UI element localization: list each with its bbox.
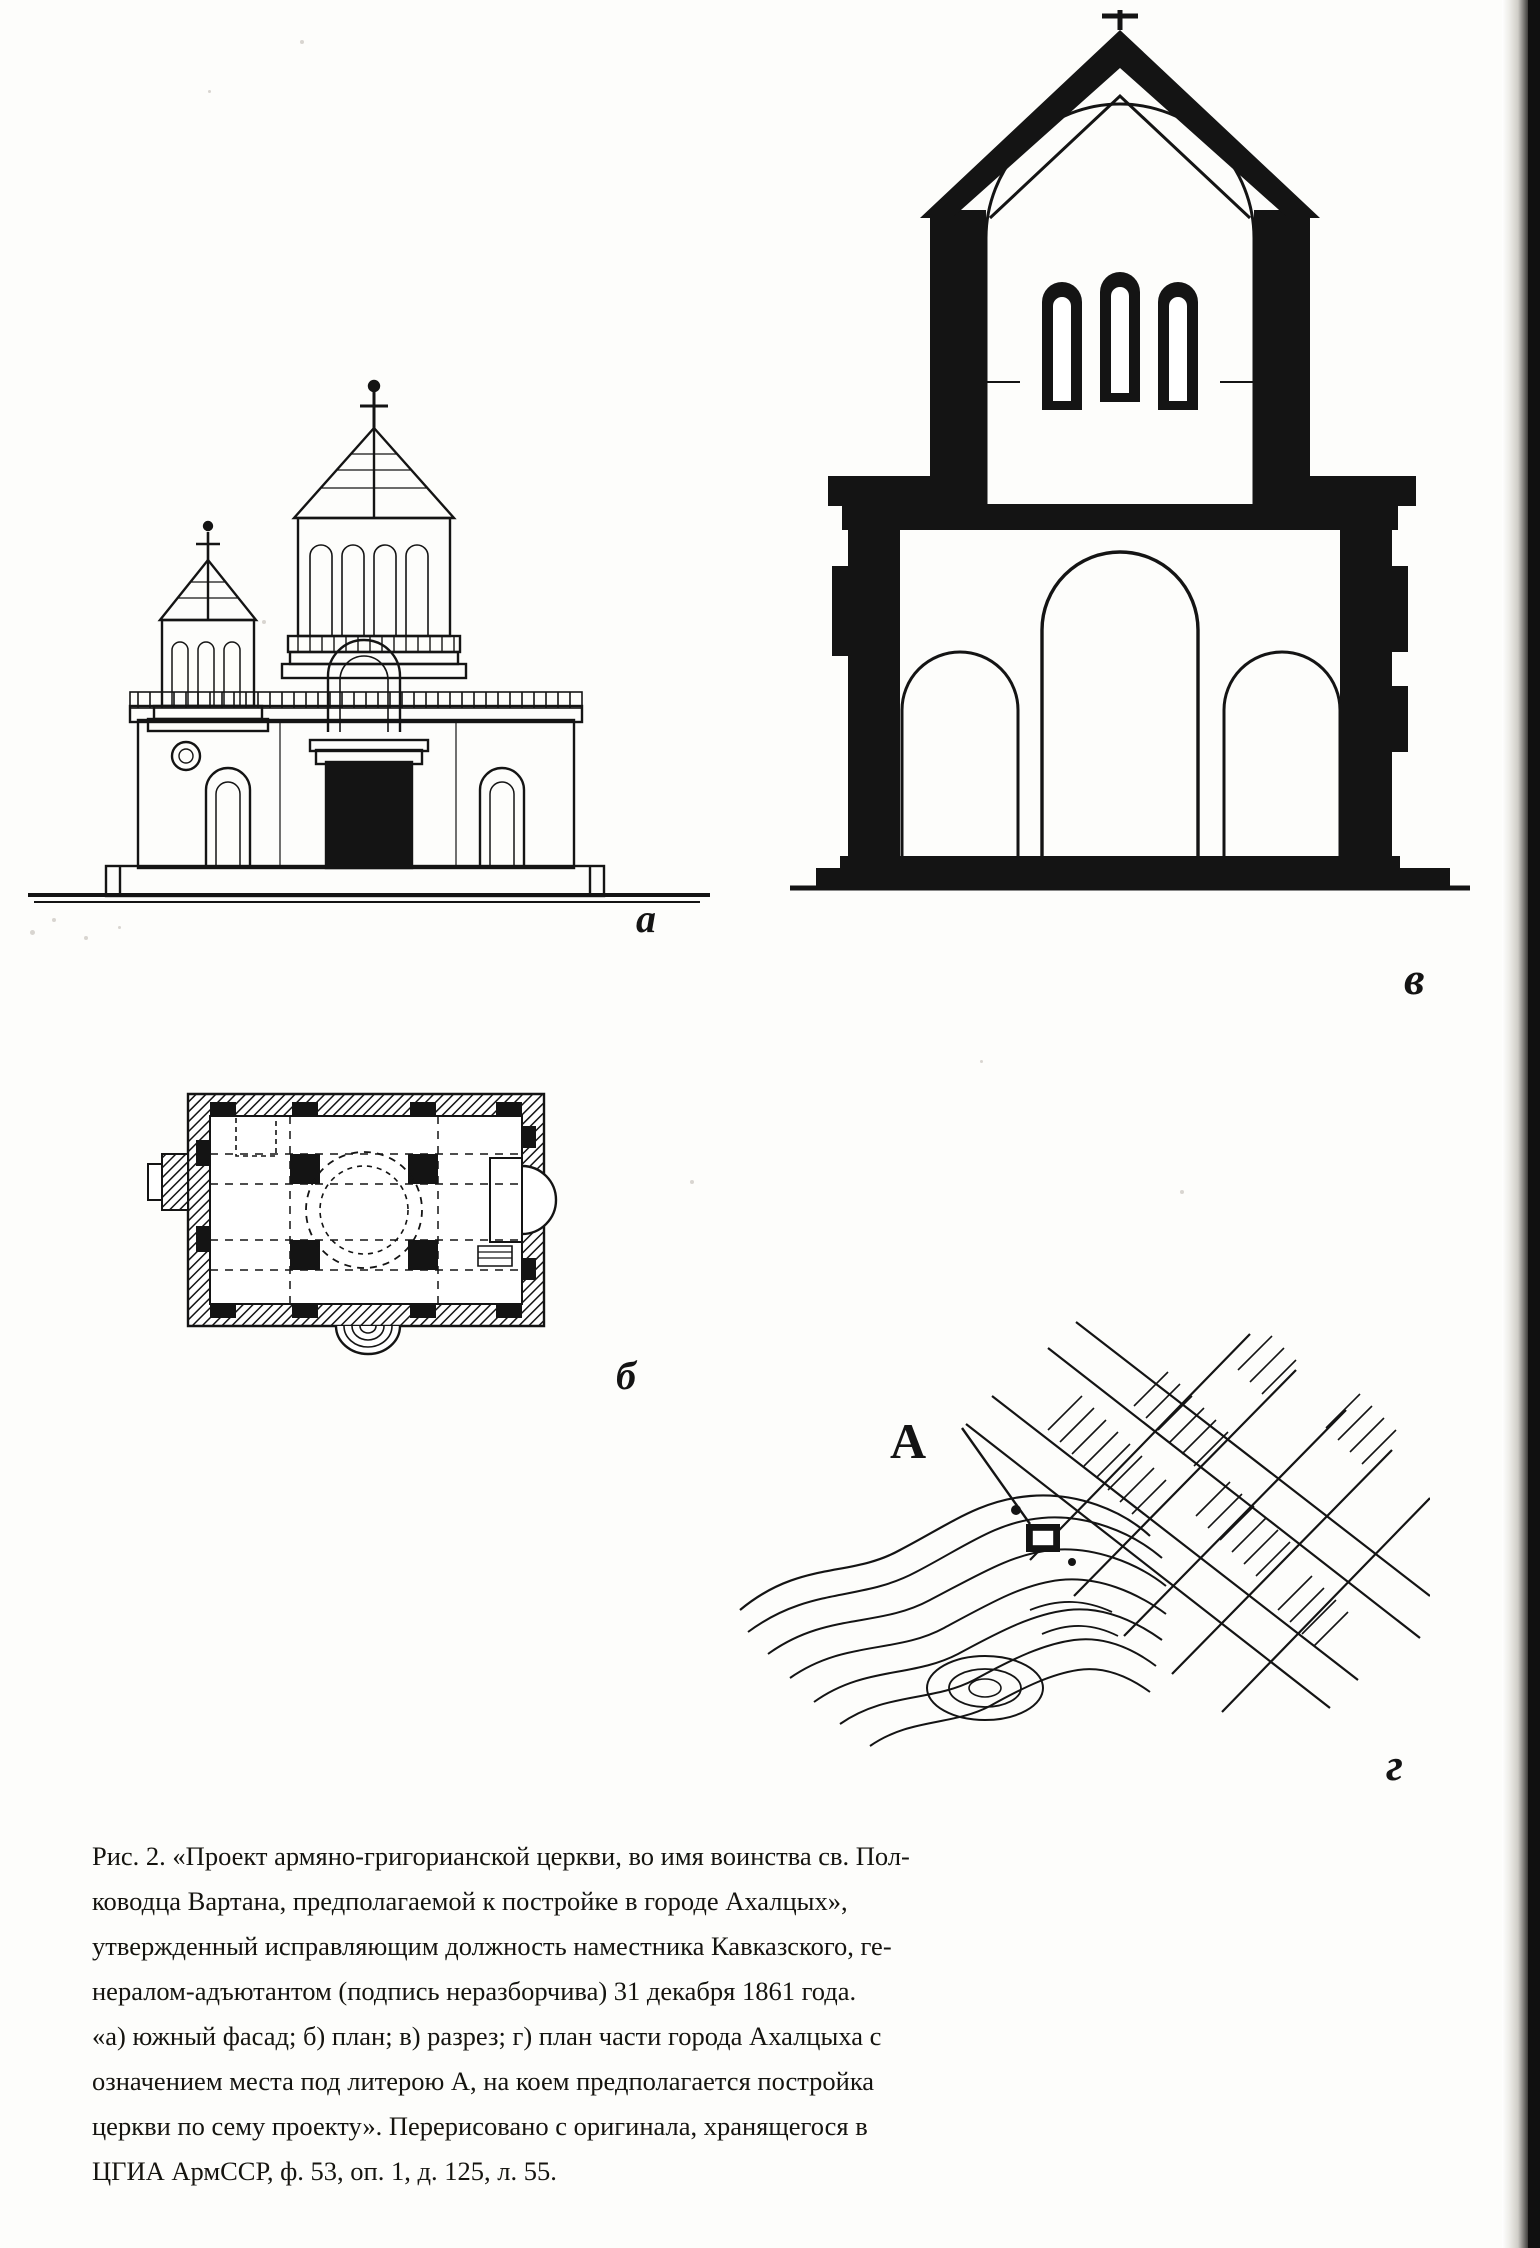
figure-plan [140,1080,660,1410]
caption-line-2: ководца Вартана, предполагаемой к постройке в городе Ахалцых», [92,1886,848,1916]
panel-letter-site-plan: г [1386,1739,1403,1790]
scan-speck [300,40,304,44]
caption-line-6: означением места под литерою А, на коем предполагается постройка [92,2066,875,2096]
caption-line-4: нералом-адъютантом (подпись неразборчива) 31 декабря 1861 года. [92,1976,857,2006]
scan-edge-shadow [1502,0,1540,2248]
caption-line-1: Рис. 2. «Проект армяно-григорианской церкви, во имя воинства св. Пол- [92,1841,910,1871]
scan-speck [262,620,266,624]
scan-speck [52,918,56,922]
scan-speck [1180,1190,1184,1194]
figure-facade [10,320,730,940]
caption-line-7: церкви по сему проекту». Перерисовано с оригинала, хранящегося в [92,2111,868,2141]
site-plan-marker-label: А [890,1413,927,1469]
figure-caption [92,1834,1412,2194]
figure-site-plan [730,1310,1430,1780]
scan-speck [690,1180,694,1184]
scan-speck [84,936,88,940]
scan-speck [208,90,211,93]
scan-speck [30,930,35,935]
scan-speck [980,1060,983,1063]
panel-letter-plan: б [616,1353,636,1398]
scan-edge-black-strip [1528,0,1540,2248]
panel-letter-section: в [1404,953,1425,1004]
caption-line-3: утвержденный исправляющим должность наместника Кавказского, ге- [92,1931,892,1961]
scan-speck [118,926,121,929]
panel-letter-facade: а [636,896,656,941]
figure-section [780,10,1500,930]
caption-archive-reference: ЦГИА АрмССР, ф. 53, оп. 1, д. 125, л. 55. [92,2156,557,2186]
caption-line-5: «а) южный фасад; б) план; в) разрез; г) план части города Ахалцыха с [92,2021,882,2051]
